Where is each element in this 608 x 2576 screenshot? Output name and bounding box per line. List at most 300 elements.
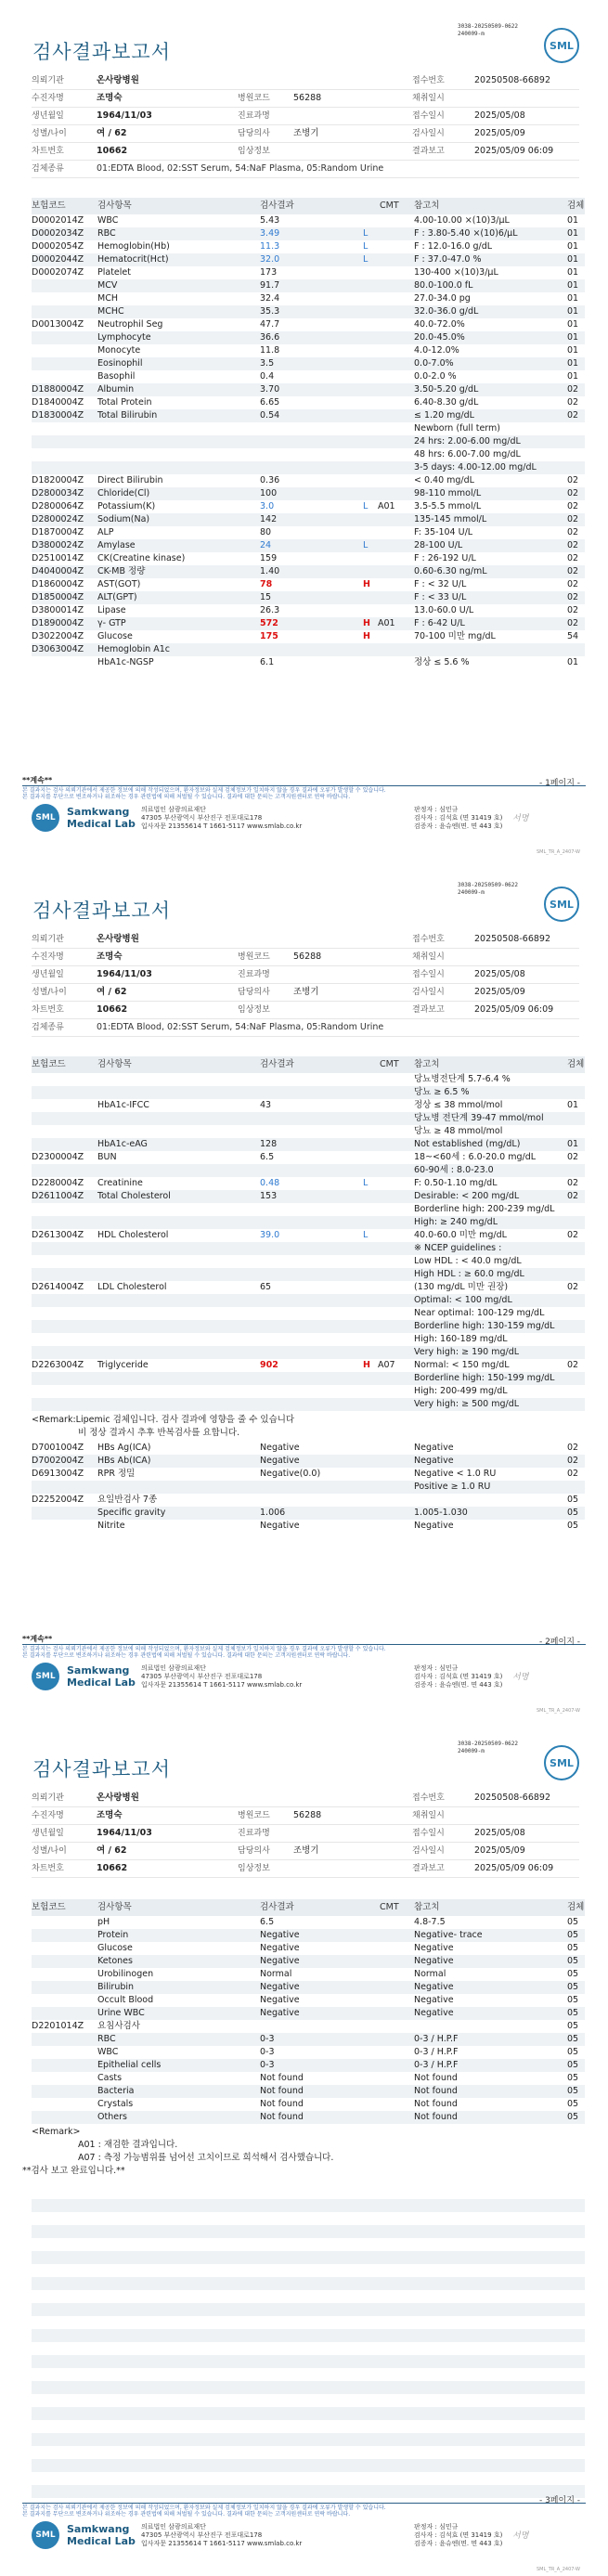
table-row [32,474,585,487]
specimen-code: 05 [567,2112,579,2122]
reference-range: ※ NCEP guidelines : [414,1243,502,1253]
table-row [32,2098,585,2111]
table-row [32,240,585,253]
test-name: CK-MB 정량 [97,566,146,576]
specimen-code: 02 [567,501,579,511]
table-row [32,1320,585,1333]
empty-row [32,2212,585,2225]
test-name: CK(Creatine kinase) [97,553,186,563]
empty-row [32,2420,585,2433]
reference-range: F : 6-42 U/L [414,618,465,628]
reference-range: 당뇨병전단계 5.7-6.4 % [414,1074,511,1084]
specimen-code: 05 [567,2047,579,2057]
reference-range: Optimal: < 100 mg/dL [414,1295,512,1305]
test-code: D3800014Z [32,605,84,615]
reference-range: Negative [414,1995,454,2005]
test-name: Albumin [97,384,135,395]
test-name: pH [97,1917,110,1927]
blank-rows [32,2186,585,2498]
test-code: D6913004Z [32,1469,84,1479]
test-name: ALP [97,527,114,537]
reference-range: 32.0-36.0 g/dL [414,306,479,317]
specimen-code: 02 [567,1178,579,1188]
table-row [32,2046,585,2059]
test-name: MCH [97,293,118,304]
footer [32,1663,579,1700]
test-code: D0002034Z [32,228,84,239]
specimen-code: 02 [567,410,579,421]
test-code: D1880004Z [32,384,84,395]
comment-code: A01 [378,501,395,511]
reference-range: 3.50-5.20 g/dL [414,384,479,395]
specimen-code: 01 [567,371,579,382]
test-name: HBs Ag(ICA) [97,1443,151,1453]
table-row [32,1138,585,1151]
result-flag: H [363,631,370,641]
reference-range: 27.0-34.0 pg [414,293,471,304]
table-row [32,1099,585,1112]
reference-range: 당뇨 ≥ 6.5 % [414,1087,470,1097]
reference-range: 20.0-45.0% [414,332,465,343]
specimen-code: 05 [567,1982,579,1992]
specimen-code: 05 [567,1995,579,2005]
table-row [32,552,585,565]
disclaimer: 본 결과지는 검사 의뢰기관에서 제공한 정보에 의해 작성되었으며, 환자정보와 실제 검체정보가 일치하지 않을 경우 결과에 오류가 발생할 수 있습니다. 본 결과지를 무단으로 변조하거나 위조하는 경우 관련법에 의해 처벌될 수 있습니다. 결과에 대한 문의는 고객지원센터로 연락 바랍니다. [22,787,386,800]
test-result: Negative [260,1930,300,1940]
reference-range: Not established (mg/dL) [414,1139,521,1149]
test-result: 0-3 [260,2047,275,2057]
table-row [32,253,585,266]
empty-row [32,2459,585,2472]
disclaimer: 본 결과지는 검사 의뢰기관에서 제공한 정보에 의해 작성되었으며, 환자정보와 실제 검체정보가 일치하지 않을 경우 결과에 오류가 발생할 수 있습니다. 본 결과지를 무단으로 변조하거나 위조하는 경우 관련법에 의해 처벌될 수 있습니다. 결과에 대한 문의는 고객지원센터로 연락 바랍니다. [22,2505,386,2518]
specimen-code: 05 [567,2099,579,2109]
result-flag: L [363,1230,369,1240]
test-result: 1.40 [260,566,280,576]
test-name: Basophil [97,371,136,382]
specimen-code: 02 [567,605,579,615]
reference-range: Positive ≥ 1.0 RU [414,1482,491,1492]
remarks: <Remark> A01 : 재검한 결과입니다. A07 : 측정 가능범위를 넘어선 고치이므로 희석해서 검사했습니다. **검사 보고 완료입니다.** [22,2127,334,2176]
test-result: 902 [260,1360,278,1370]
reference-range: Negative [414,1443,454,1453]
test-name: MCHC [97,306,124,317]
table-row [32,214,585,227]
test-name: RBC [97,228,116,239]
test-code: D3800024Z [32,540,84,550]
test-code: D1840004Z [32,397,84,408]
test-name: Potassium(K) [97,501,156,511]
test-name: Protein [97,1930,129,1940]
signature: 서명 [512,814,529,823]
table-row [32,1968,585,1981]
table-row [32,1125,585,1138]
test-name: Total Cholesterol [97,1191,171,1201]
test-name: γ- GTP [97,618,126,628]
reference-range: Low HDL : < 40.0 mg/dL [414,1256,522,1266]
empty-row [32,2329,585,2342]
test-name: Triglyceride [97,1360,149,1370]
footer-logo: SML [32,804,59,832]
test-result: 3.5 [260,358,275,369]
table-row [32,1494,585,1507]
table-row [32,409,585,422]
test-code: D1870004Z [32,527,84,537]
test-result: 142 [260,514,278,524]
test-result: Negative [260,1443,300,1453]
empty-row [32,2342,585,2355]
test-result: 153 [260,1191,278,1201]
test-result: 3.70 [260,384,280,395]
empty-row [32,2433,585,2446]
specimen-code: 05 [567,2021,579,2031]
empty-row [32,2199,585,2212]
table-row [32,279,585,292]
test-name: Monocyte [97,345,141,356]
specimen-code: 02 [567,1152,579,1162]
reference-range: Not found [414,2099,458,2109]
table-row [32,2007,585,2020]
signatories: 판정자 : 심민규 검사자 : 김석효 (면 31419 호) 검증자 : 윤슈엔(면. 면 443 호) [414,1664,503,1689]
empty-row [32,2394,585,2407]
test-name: Hemoglobin A1c [97,644,171,654]
footer-logo: SML [32,2521,59,2549]
reference-range: Negative [414,1982,454,1992]
test-name: Eosinophil [97,358,143,369]
table-row [32,448,585,461]
table-row [32,1507,585,1520]
patient-info: 의뢰기관 온사랑병원 접수번호 20250508-66892 수진자명 조명숙 병원코드 56288 채취일시 생년월일 1964/11/03 진료과명 접수일시 2025/05/08 성별/나이 여 / 62 담당의사 조병기 검사일시 2025/05/09 차트번호 10662 임상정보 결과보고 2025/05/09 06:09 검체종류 01:EDTA Blood, 02:SST Serum, 54:NaF Plasma, 05:Random Urine [32,931,579,1037]
reference-range: 0-3 / H.P.F [414,2047,459,2057]
test-name: RPR 정밀 [97,1469,136,1479]
table-row [32,1164,585,1177]
test-code: D3022004Z [32,631,84,641]
specimen-code: 05 [567,2060,579,2070]
specimen-code: 05 [567,1495,579,1505]
report-title: 검사결과보고서 [32,900,172,922]
test-name: Neutrophil Seg [97,319,163,330]
table-row [32,578,585,591]
test-name: 요침사검사 [97,2021,140,2031]
test-name: 요일반검사 7종 [97,1495,158,1505]
test-result: 0.48 [260,1178,280,1188]
specimen-code: 02 [567,384,579,395]
test-name: Ketones [97,1956,133,1966]
patient-info: 의뢰기관 온사랑병원 접수번호 20250508-66892 수진자명 조명숙 병원코드 56288 채취일시 생년월일 1964/11/03 진료과명 접수일시 2025/05/08 성별/나이 여 / 62 담당의사 조병기 검사일시 2025/05/09 차트번호 10662 임상정보 결과보고 2025/05/09 06:09 검체종류 01:EDTA Blood, 02:SST Serum, 54:NaF Plasma, 05:Random Urine [32,72,579,178]
signature: 서명 [512,1673,529,1682]
empty-row [32,2303,585,2316]
test-code: D1820004Z [32,475,84,485]
table-row [32,1359,585,1372]
table-row [32,487,585,500]
result-flag: H [363,1360,370,1370]
table-row [32,1307,585,1320]
specimen-code: 01 [567,345,579,356]
result-flag: L [363,1178,369,1188]
test-name: Amylase [97,540,136,550]
specimen-code: 01 [567,657,579,667]
test-code: D2611004Z [32,1191,84,1201]
reference-range: 4.00-10.00 ×(10)3/μL [414,215,510,226]
table-row [32,2059,585,2072]
table-row [32,422,585,435]
test-result: 15 [260,592,272,602]
test-result: Negative [260,2008,300,2018]
table-row [32,1455,585,1468]
test-name: RBC [97,2034,116,2044]
test-result: 39.0 [260,1230,280,1240]
table-row [32,1203,585,1216]
specimen-code: 05 [567,1930,579,1940]
test-code: D1890004Z [32,618,84,628]
table-row [32,656,585,669]
specimen-code: 01 [567,293,579,304]
test-result: Not found [260,2086,304,2096]
test-result: 32.0 [260,254,280,265]
test-result: 24 [260,540,272,550]
table-row [32,2072,585,2085]
test-result: 6.5 [260,1152,275,1162]
specimen-code: 05 [567,1508,579,1518]
test-result: 35.3 [260,306,280,317]
reference-range: High: 200-499 mg/dL [414,1386,508,1396]
table-row [32,513,585,526]
test-result: 65 [260,1282,272,1292]
specimen-code: 01 [567,319,579,330]
lab-address: 의료법인 삼광의료재단 47305 부산광역시 부산진구 전포대로178 입사자문 21355614 T 1661-5117 www.smlab.co.kr [141,806,303,830]
specimen-code: 05 [567,1943,579,1953]
table-row [32,526,585,539]
result-flag: L [363,540,369,550]
test-result: Negative [260,1521,300,1531]
test-code: D2263004Z [32,1360,84,1370]
results-table-header: 보험코드 검사항목 검사결과 CMT 참고치 검체 [32,1899,585,1916]
table-row [32,1333,585,1346]
test-result: 1.006 [260,1508,286,1518]
page-number: - 2페이지 - [538,1638,580,1647]
test-name: Hemoglobin(Hb) [97,241,170,252]
reference-range: 135-145 mmol/L [414,514,487,524]
test-result: 128 [260,1139,278,1149]
reference-range: Not found [414,2112,458,2122]
test-name: Lymphocyte [97,332,151,343]
specimen-code: 01 [567,215,579,226]
table-row [32,370,585,383]
test-result: Negative [260,1943,300,1953]
reference-range: 정상 ≤ 5.6 % [414,657,470,667]
empty-row [32,2277,585,2290]
results-table-p2b [32,1442,585,1533]
test-result: Negative(0.0) [260,1469,321,1479]
table-row [32,1372,585,1385]
test-name: MCV [97,280,118,291]
test-result: 0.36 [260,475,280,485]
test-name: HDL Cholesterol [97,1230,169,1240]
test-code: D2800064Z [32,501,84,511]
specimen-code: 02 [567,527,579,537]
test-name: Sodium(Na) [97,514,150,524]
test-name: Others [97,2112,127,2122]
test-result: Not found [260,2099,304,2109]
table-row [32,318,585,331]
page-number: - 1페이지 - [538,779,580,788]
specimen-code: 02 [567,1282,579,1292]
test-code: D2800024Z [32,514,84,524]
table-row [32,2085,585,2098]
test-name: Platelet [97,267,131,278]
test-name: Creatinine [97,1178,143,1188]
specimen-code: 02 [567,566,579,576]
table-row [32,1481,585,1494]
barcode-text: 3038-20250509-0622 240009-m [458,1741,519,1754]
reference-range: 3.5-5.5 mmol/L [414,501,482,511]
reference-range: 28-100 U/L [414,540,463,550]
reference-range: 48 hrs: 6.00-7.00 mg/dL [414,449,521,460]
test-name: Specific gravity [97,1508,166,1518]
specimen-code: 02 [567,553,579,563]
results-table-header: 보험코드 검사항목 검사결과 CMT 참고치 검체 [32,198,585,214]
reference-range: F: 35-104 U/L [414,527,473,537]
reference-range: Negative [414,1521,454,1531]
empty-row [32,2264,585,2277]
specimen-code: 02 [567,488,579,498]
specimen-code: 05 [567,2008,579,2018]
table-row [32,1216,585,1229]
test-result: 11.8 [260,345,280,356]
specimen-code: 05 [567,1521,579,1531]
test-name: Lipase [97,605,126,615]
table-row [32,292,585,305]
reference-range: High: 160-189 mg/dL [414,1334,508,1344]
test-name: WBC [97,2047,119,2057]
test-result: 5.43 [260,215,280,226]
table-row [32,1442,585,1455]
specimen-code: 01 [567,306,579,317]
empty-row [32,2186,585,2199]
result-flag: L [363,241,369,252]
empty-row [32,2485,585,2498]
reference-range: 60-90세 : 8.0-23.0 [414,1165,494,1175]
specimen-code: 02 [567,514,579,524]
specimen-code: 54 [567,631,579,641]
specimen-code: 01 [567,228,579,239]
specimen-code: 05 [567,2034,579,2044]
specimen-code: 02 [567,618,579,628]
test-name: Crystals [97,2099,134,2109]
reference-range: F : 37.0-47.0 % [414,254,482,265]
reference-range: Normal: < 150 mg/dL [414,1360,510,1370]
table-row [32,1073,585,1086]
table-row [32,1177,585,1190]
signatories: 판정자 : 심민규 검사자 : 김석효 (면 31419 호) 검증자 : 윤슈엔(면. 면 443 호) [414,806,503,830]
specimen-code: 01 [567,267,579,278]
reference-range: 13.0-60.0 U/L [414,605,474,615]
test-result: 78 [260,579,273,589]
reference-range: 18~<60세 : 6.0-20.0 mg/dL [414,1152,537,1162]
reference-range: Desirable: < 200 mg/dL [414,1191,520,1201]
reference-range: 130-400 ×(10)3/μL [414,267,498,278]
lab-name: Samkwang Medical Lab [67,806,136,830]
test-result: 6.65 [260,397,280,408]
test-result: Normal [260,1969,292,1979]
test-name: Hematocrit(Hct) [97,254,169,265]
reference-range: (130 mg/dL 미만 권장) [414,1282,509,1292]
reference-range: 당뇨 ≥ 48 mmol/mol [414,1126,503,1136]
doc-id: SML_TR_A_2407-W [537,849,580,855]
barcode-text: 3038-20250509-0622 240009-m [458,23,519,37]
specimen-code: 01 [567,254,579,265]
result-flag: L [363,254,369,265]
reference-range: 0-3 / H.P.F [414,2034,459,2044]
test-result: Negative [260,1995,300,2005]
reference-range: Borderline high: 200-239 mg/dL [414,1204,555,1214]
test-name: Glucose [97,631,133,641]
comment-code: A01 [378,618,395,628]
test-result: 11.3 [260,241,280,252]
specimen-code: 01 [567,1100,579,1110]
test-name: Glucose [97,1943,133,1953]
table-row [32,461,585,474]
table-row [32,1942,585,1955]
table-row [32,1151,585,1164]
reference-range: Negative [414,1943,454,1953]
table-row [32,1916,585,1929]
reference-range: 98-110 mmol/L [414,488,482,498]
results-table-p1 [32,214,585,669]
test-result: 43 [260,1100,272,1110]
report-page-1 [0,0,608,859]
test-code: D7001004Z [32,1443,84,1453]
empty-row [32,2381,585,2394]
test-name: Direct Bilirubin [97,475,163,485]
test-name: LDL Cholesterol [97,1282,167,1292]
table-row [32,1398,585,1411]
table-row [32,500,585,513]
table-row [32,1520,585,1533]
report-title: 검사결과보고서 [32,1758,172,1780]
table-row [32,643,585,656]
table-row [32,1229,585,1242]
specimen-code: 02 [567,592,579,602]
signatories: 판정자 : 심민규 검사자 : 김석효 (면 31419 호) 검증자 : 윤슈엔(면. 면 443 호) [414,2523,503,2547]
reference-range: 4.0-12.0% [414,345,459,356]
table-row [32,539,585,552]
reference-range: Not found [414,2086,458,2096]
sml-logo: SML [544,887,579,922]
result-flag: H [363,618,370,628]
specimen-code: 02 [567,1191,579,1201]
reference-range: Negative < 1.0 RU [414,1469,497,1479]
empty-row [32,2472,585,2485]
table-row [32,1086,585,1099]
specimen-code: 05 [567,1969,579,1979]
table-row [32,1929,585,1942]
test-result: 159 [260,553,278,563]
test-code: D0002014Z [32,215,84,226]
empty-row [32,2225,585,2238]
lab-address: 의료법인 삼광의료재단 47305 부산광역시 부산진구 전포대로178 입사자문 21355614 T 1661-5117 www.smlab.co.kr [141,1664,303,1689]
disclaimer: 본 결과지는 검사 의뢰기관에서 제공한 정보에 의해 작성되었으며, 환자정보와 실제 검체정보가 일치하지 않을 경우 결과에 오류가 발생할 수 있습니다. 본 결과지를 무단으로 변조하거나 위조하는 경우 관련법에 의해 처벌될 수 있습니다. 결과에 대한 문의는 고객지원센터로 연락 바랍니다. [22,1646,386,1659]
test-name: Urine WBC [97,2008,145,2018]
test-name: Casts [97,2073,123,2083]
reference-range: F : 12.0-16.0 g/dL [414,241,493,252]
specimen-code: 02 [567,1456,579,1466]
lab-name: Samkwang Medical Lab [67,1664,136,1689]
test-result: 0.4 [260,371,275,382]
result-flag: H [363,579,370,589]
test-code: D0013004Z [32,319,84,330]
reference-range: 80.0-100.0 fL [414,280,473,291]
empty-row [32,2238,585,2251]
